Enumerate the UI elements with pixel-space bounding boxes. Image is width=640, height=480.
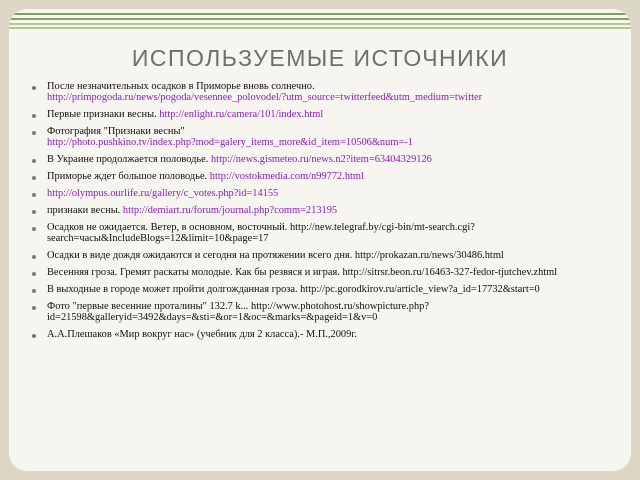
bullet-icon: [32, 334, 36, 338]
item-text: признаки весны.: [47, 205, 121, 216]
list-item: [25, 250, 629, 261]
bullet-icon: [32, 131, 36, 135]
item-text: Фото "первые весенние проталины" 132.7 k... http://www.photohost.ru/showpicture.php?id=21598&galleryid=3492&days=&sti=&or=1&oc=&marks=&pageid=1&v=0: [47, 301, 429, 323]
bullet-icon: [32, 193, 36, 197]
frame-stripe: [9, 23, 631, 25]
item-text: Осадков не ожидается. Ветер, в основном, восточный. http://new.telegraf.by/cgi-bin/mt-search.cgi?search=часы&IncludeBlogs=12&limit=10&page=17: [47, 222, 475, 244]
item-text: Осадки в виде дождя ожидаются и сегодня на протяжении всего дня. http://prokazan.ru/news/30486.html: [47, 250, 504, 261]
bullet-icon: [32, 306, 36, 310]
bullet-icon: [32, 176, 36, 180]
bullet-icon: [32, 227, 36, 231]
frame-stripe: [9, 18, 631, 20]
bullet-icon: [32, 114, 36, 118]
slide-title: ИСПОЛЬЗУЕМЫЕ ИСТОЧНИКИ: [131, 45, 509, 71]
bullet-icon: [32, 86, 36, 90]
sources-list: [25, 81, 629, 346]
item-text: Весенняя гроза. Гремят раскаты молодые. Как бы резвяся и играя. http://sitrsr.beon.ru/16463-327-fedor-tjutchev.zhtml: [47, 267, 558, 278]
bullet-icon: [32, 210, 36, 214]
list-item: [25, 154, 629, 165]
frame-stripe: [9, 13, 631, 15]
item-text: После незначительных осадков в Приморье вновь солнечно.: [47, 81, 315, 92]
item-link[interactable]: http://news.gismeteo.ru/news.n2?item=63404329126: [210, 154, 432, 165]
item-link[interactable]: http://demiart.ru/forum/journal.php?comm=213195: [122, 205, 338, 216]
list-item: [25, 284, 629, 295]
list-item: [25, 188, 629, 199]
item-text: А.А.Плешаков «Мир вокруг нас» (учебник для 2 класса).- М.П.,2009г.: [47, 329, 358, 340]
list-item: [25, 81, 629, 103]
list-item: [25, 329, 629, 340]
list-item: [25, 301, 629, 323]
frame-stripe: [9, 27, 631, 29]
item-link[interactable]: http://olympus.ourlife.ru/gallery/c_votes.php?id=14155: [47, 188, 279, 199]
item-text: Фотография "Признаки весны": [47, 126, 185, 137]
bullet-icon: [32, 272, 36, 276]
slide-frame: [9, 9, 631, 471]
item-text: В Украине продолжается половодье.: [47, 154, 209, 165]
item-link[interactable]: http://primpogoda.ru/news/pogoda/vesennee_polovodel/?utm_source=twitterfeed&utm_medium=twitter: [47, 92, 483, 103]
item-link[interactable]: http://vostokmedia.com/n99772.html: [209, 171, 364, 182]
bullet-icon: [32, 289, 36, 293]
item-link[interactable]: http://enlight.ru/camera/101/index.html: [159, 109, 324, 120]
item-text: В выходные в городе может пройти долгожданная гроза. http://pc.gorodkirov.ru/article_view?a_id=17732&start=0: [47, 284, 540, 295]
list-item: [25, 267, 629, 278]
list-item: [25, 171, 629, 182]
item-text: Приморье ждет большое половодье.: [47, 171, 208, 182]
list-item: [25, 126, 629, 148]
list-item: [25, 205, 629, 216]
list-item: [25, 109, 629, 120]
list-item: [25, 222, 629, 244]
bullet-icon: [32, 159, 36, 163]
bullet-icon: [32, 255, 36, 259]
item-text: Первые признаки весны.: [47, 109, 157, 120]
item-link[interactable]: http://photo.pushkino.tv/index.php?mod=galery_items_more&id_item=10506&num=-1: [47, 137, 413, 148]
